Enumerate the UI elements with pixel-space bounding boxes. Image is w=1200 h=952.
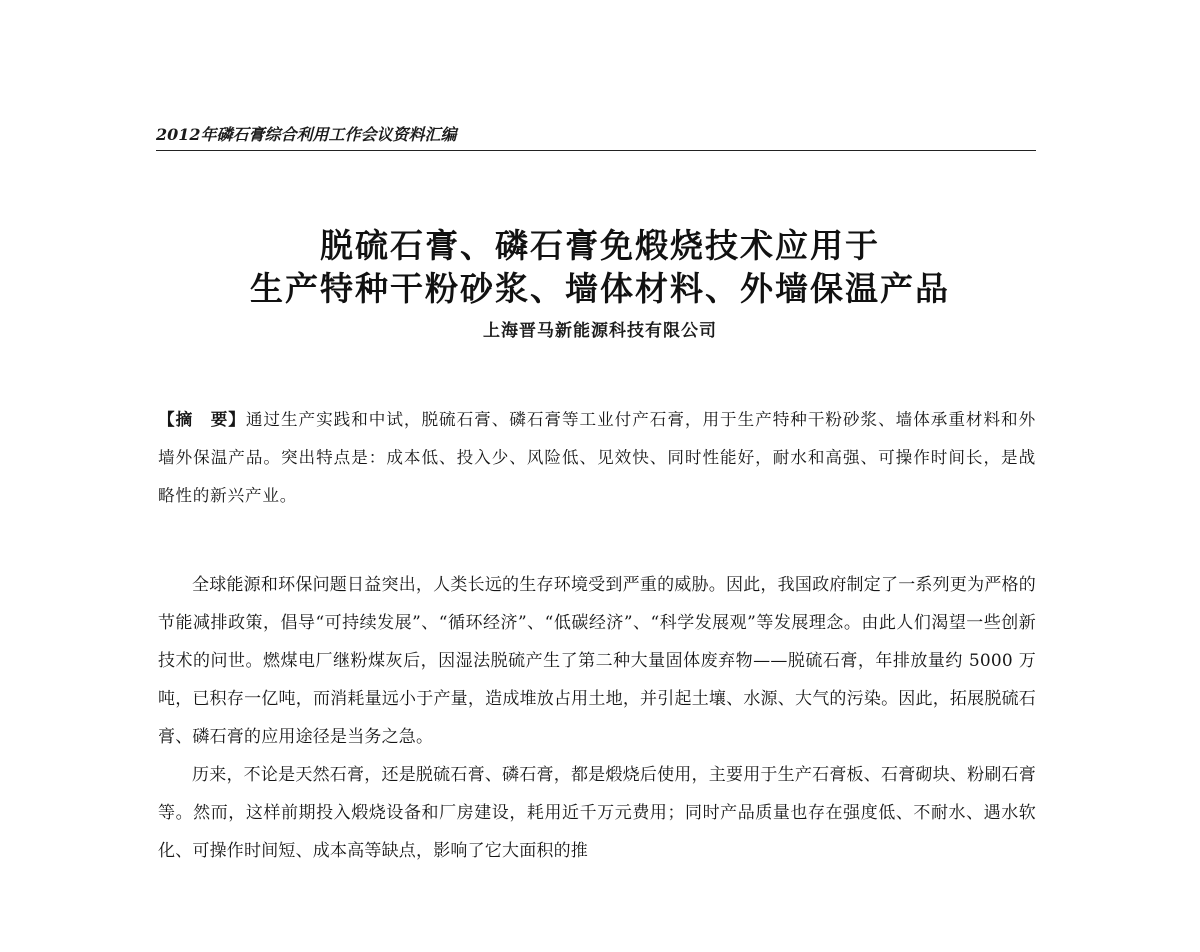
- abstract-text: 通过生产实践和中试，脱硫石膏、磷石膏等工业付产石膏，用于生产特种干粉砂浆、墙体承重材料和外墙外保温产品。突出特点是：成本低、投入少、风险低、见效快、同时性能好，耐水和高强、可操作时间长，是战略性的新兴产业。: [158, 410, 1037, 505]
- body-text: [158, 566, 1036, 870]
- abstract-label: 【摘 要】: [158, 409, 246, 429]
- running-header: 2012年磷石膏综合利用工作会议资料汇编: [156, 125, 457, 144]
- title-line-2: 生产特种干粉砂浆、墙体材料、外墙保温产品: [250, 269, 950, 308]
- body-paragraph: 全球能源和环保问题日益突出，人类长远的生存环境受到严重的威胁。因此，我国政府制定了一系列更为严格的节能减排政策，倡导“可持续发展”、“循环经济”、“低碳经济”、“科学发展观”等发展理念。由此人们渴望一些创新技术的问世。燃煤电厂继粉煤灰后，因湿法脱硫产生了第二种大量固体废弃物——脱硫石膏，年排放量约 5000 万吨，已积存一亿吨，而消耗量远小于产量，造成堆放占用土地，并引起土壤、水源、大气的污染。因此，拓展脱硫石膏、磷石膏的应用途径是当务之急。: [158, 575, 1036, 747]
- title-line-1: 脱硫石膏、磷石膏免煅烧技术应用于: [320, 226, 880, 265]
- abstract: [158, 400, 1036, 515]
- author-affiliation: 上海晋马新能源科技有限公司: [483, 321, 717, 341]
- header-rule: [156, 150, 1036, 151]
- body-paragraph: 历来，不论是天然石膏，还是脱硫石膏、磷石膏，都是煅烧后使用，主要用于生产石膏板、石膏砌块、粉刷石膏等。然而，这样前期投入煅烧设备和厂房建设，耗用近千万元费用；同时产品质量也存在强度低、不耐水、遇水软化、可操作时间短、成本高等缺点，影响了它大面积的推: [158, 765, 1036, 861]
